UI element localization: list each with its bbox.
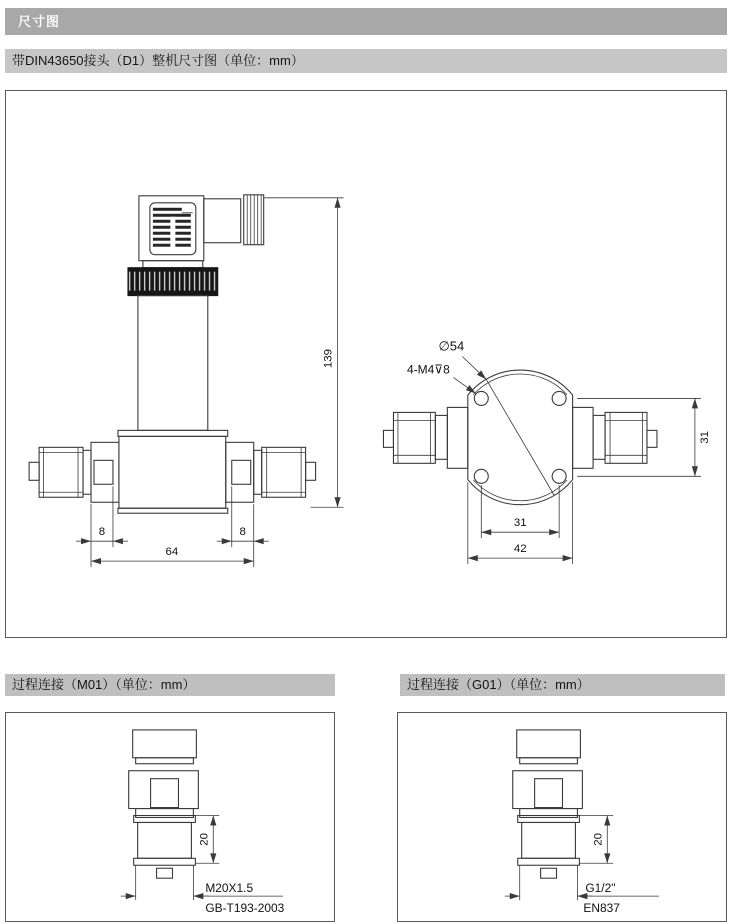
dim-31-bottom: 31: [513, 517, 527, 530]
m01-thread-standard: GB-T193-2003: [205, 901, 285, 916]
front-view: [29, 195, 343, 567]
m01-thread-spec: M20X1.5: [205, 881, 254, 896]
right-process-fitting: [226, 442, 316, 502]
label-dia54: ∅54: [438, 338, 465, 354]
dim-8-left: 8: [98, 526, 106, 539]
dim-42: 42: [513, 543, 527, 556]
g01-thread-callout: [505, 865, 659, 915]
g01-process-connection-drawing: [398, 713, 725, 920]
dim-64: 64: [165, 546, 179, 559]
section-title-m01: 过程连接（M01）（单位：mm）: [5, 674, 335, 696]
g01-thread-spec: G1/2": [585, 881, 616, 896]
page-title: 尺寸图: [5, 8, 727, 35]
m01-dim-thread-length: [195, 816, 219, 864]
top-view-right-fitting: [573, 407, 657, 468]
main-drawing-subtitle: 带DIN43650接头（D1）整机尺寸图（单位：mm）: [5, 49, 727, 73]
connector-label-stripes: [153, 204, 193, 249]
section-title-g01: 过程连接（G01）（单位：mm）: [400, 674, 725, 696]
mounting-holes-callout: [407, 362, 476, 393]
m01-process-connection-drawing: [6, 713, 333, 920]
overall-dimension-drawing: [6, 91, 725, 636]
transmitter-housing: [138, 296, 208, 431]
dim-hole-spacing: [481, 485, 559, 538]
sensor-block: [118, 430, 228, 513]
label-4m4: 4-M4⊽8: [407, 362, 450, 377]
cable-gland-neck: [204, 199, 241, 243]
g01-dim-20: 20: [592, 833, 605, 846]
m01-drawing-box: [5, 712, 335, 922]
g01-thread-standard: EN837: [583, 901, 620, 916]
main-drawing-box: [5, 90, 727, 638]
g01-fitting: [513, 730, 583, 878]
dim-31-right: 31: [698, 430, 711, 444]
dim-8-right: 8: [239, 526, 246, 539]
dim-fitting-span: [577, 398, 711, 476]
flange-diameter-callout: [438, 339, 554, 496]
m01-dim-20: 20: [198, 833, 211, 846]
g01-drawing-box: [397, 712, 727, 922]
dim-139: 139: [322, 348, 335, 369]
knurled-ring: [128, 268, 218, 296]
dim-bottom-widths: [76, 486, 269, 567]
connector-base-plate: [143, 261, 203, 268]
top-view: [383, 339, 710, 565]
dim-overall-height: [264, 198, 344, 507]
m01-fitting: [129, 730, 199, 878]
top-view-left-fitting: [383, 407, 467, 468]
cable-gland-ribs: [244, 195, 264, 245]
din-connector-head: [139, 195, 264, 268]
left-process-fitting: [29, 442, 119, 502]
m01-thread-callout: [121, 865, 285, 915]
g01-dim-thread-length: [579, 816, 613, 864]
